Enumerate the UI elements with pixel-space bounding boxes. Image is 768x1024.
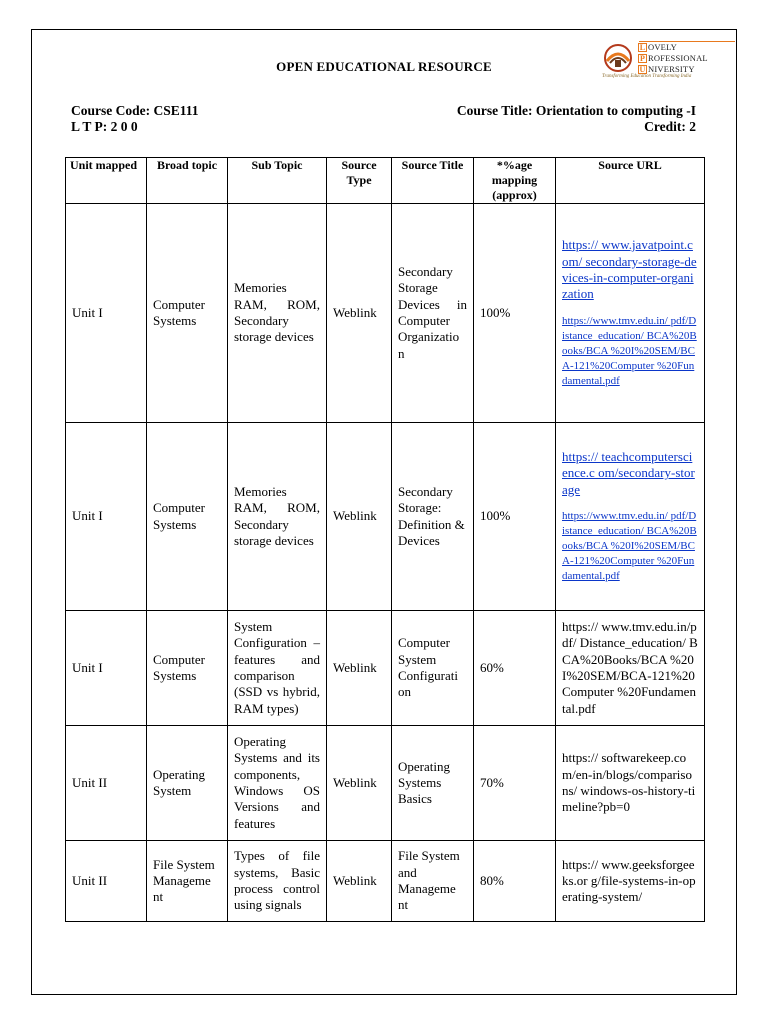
ltp: L T P: 2 0 0 bbox=[71, 119, 138, 134]
cell-broad-topic: File System Manageme nt bbox=[147, 841, 228, 922]
document-title: OPEN EDUCATIONAL RESOURCE bbox=[276, 59, 492, 74]
university-logo bbox=[600, 40, 708, 84]
cell-sub-topic: Memories RAM, ROM, Secondary storage devices bbox=[228, 423, 327, 611]
cell-source-title: Secondary Storage Devices in Computer Organizatio n bbox=[392, 204, 474, 423]
header-source-url: Source URL bbox=[556, 158, 705, 204]
logo-word: ROFESSIONAL bbox=[648, 53, 708, 63]
cell-unit: Unit I bbox=[66, 204, 147, 423]
table-row bbox=[66, 841, 705, 922]
header-broad-topic: Broad topic bbox=[147, 158, 228, 204]
cell-source-type: Weblink bbox=[327, 204, 392, 423]
cell-broad-topic: Computer Systems bbox=[147, 423, 228, 611]
source-url-text: https:// www.tmv.edu.in/pdf/ Distance_education/ BCA%20Books/BCA %20I%20SEM/BCA-121%20Computer %20Fundamental.pdf bbox=[562, 619, 698, 716]
course-code: Course Code: CSE111 bbox=[71, 103, 199, 118]
logo-tagline: Transforming Education Transforming India bbox=[602, 74, 692, 79]
cell-unit: Unit I bbox=[66, 423, 147, 611]
cell-source-type: Weblink bbox=[327, 611, 392, 726]
cell-broad-topic: Computer Systems bbox=[147, 204, 228, 423]
source-link[interactable]: https:// www.javatpoint.com/ secondary-storage-devices-in-computer-organization bbox=[562, 237, 697, 302]
source-url-text: https:// softwarekeep.com/en-in/blogs/comparisons/ windows-os-history-timeline?pb=0 bbox=[562, 750, 696, 815]
header-sub-topic: Sub Topic bbox=[228, 158, 327, 204]
header-source-type: Source Type bbox=[327, 158, 392, 204]
course-meta-left bbox=[71, 103, 199, 135]
cell-source-title: Computer System Configurati on bbox=[392, 611, 474, 726]
cell-source-url bbox=[556, 726, 705, 841]
cell-mapping: 100% bbox=[474, 423, 556, 611]
source-link[interactable]: https:// teachcomputerscience.c om/secondary-storage bbox=[562, 449, 695, 497]
logo-word: NIVERSITY bbox=[648, 64, 695, 74]
cell-broad-topic: Computer Systems bbox=[147, 611, 228, 726]
header-source-title: Source Title bbox=[392, 158, 474, 204]
source-link[interactable]: https://www.tmv.edu.in/ pdf/Distance_education/ BCA%20Books/BCA %20I%20SEM/BCA-121%20Computer %20Fundamental.pdf bbox=[562, 509, 697, 582]
cell-unit: Unit I bbox=[66, 611, 147, 726]
table-row bbox=[66, 611, 705, 726]
cell-mapping: 80% bbox=[474, 841, 556, 922]
source-url-text: https:// www.geeksforgeeks.or g/file-systems-in-operating-system/ bbox=[562, 856, 696, 905]
cell-mapping: 100% bbox=[474, 204, 556, 423]
cell-unit: Unit II bbox=[66, 841, 147, 922]
logo-word: OVELY bbox=[648, 42, 677, 52]
cell-source-url bbox=[556, 423, 705, 611]
table-row bbox=[66, 204, 705, 423]
cell-broad-topic: Operating System bbox=[147, 726, 228, 841]
logo-letter: P bbox=[639, 54, 646, 63]
course-meta-right bbox=[457, 103, 696, 135]
cell-source-type: Weblink bbox=[327, 841, 392, 922]
table-row bbox=[66, 726, 705, 841]
course-title: Course Title: Orientation to computing -I bbox=[456, 103, 696, 118]
cell-sub-topic: Operating Systems and its components, Windows OS Versions and features bbox=[228, 726, 327, 841]
logo-letter: U bbox=[639, 65, 646, 74]
header-unit-mapped: Unit mapped bbox=[66, 158, 147, 204]
cell-source-url bbox=[556, 841, 705, 922]
course-credit: Credit: 2 bbox=[644, 119, 696, 134]
logo-wordmark bbox=[638, 41, 708, 75]
cell-source-url bbox=[556, 611, 705, 726]
lpu-emblem-icon bbox=[600, 43, 636, 73]
cell-source-title: File System and Manageme nt bbox=[392, 841, 474, 922]
cell-unit: Unit II bbox=[66, 726, 147, 841]
cell-sub-topic: Types of file systems, Basic process control using signals bbox=[228, 841, 327, 922]
source-link[interactable]: https://www.tmv.edu.in/ pdf/Distance_education/ BCA%20Books/BCA %20I%20SEM/BCA-121%20Computer %20Fundamental.pdf bbox=[562, 314, 697, 387]
cell-source-url bbox=[556, 204, 705, 423]
logo-letter: L bbox=[639, 43, 646, 52]
cell-mapping: 60% bbox=[474, 611, 556, 726]
cell-sub-topic: System Configuration – features and comparison (SSD vs hybrid, RAM types) bbox=[228, 611, 327, 726]
cell-source-title: Secondary Storage: Definition & Devices bbox=[392, 423, 474, 611]
header-percent-mapping: *%age mapping (approx) bbox=[474, 158, 556, 204]
cell-source-type: Weblink bbox=[327, 726, 392, 841]
cell-mapping: 70% bbox=[474, 726, 556, 841]
table-header-row bbox=[66, 158, 705, 204]
cell-source-type: Weblink bbox=[327, 423, 392, 611]
resource-table bbox=[65, 157, 705, 922]
cell-source-title: Operating Systems Basics bbox=[392, 726, 474, 841]
cell-sub-topic: Memories RAM, ROM, Secondary storage devices bbox=[228, 204, 327, 423]
table-row bbox=[66, 423, 705, 611]
